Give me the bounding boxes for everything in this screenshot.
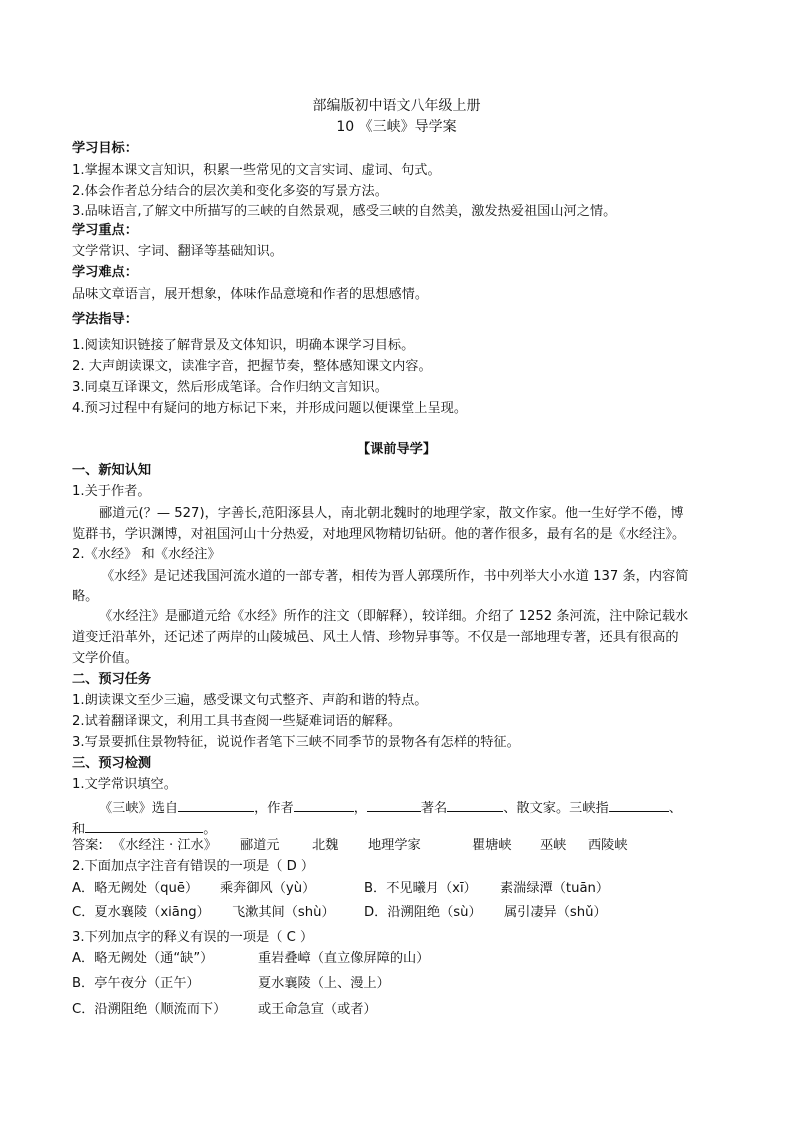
q2-option-row xyxy=(72,904,607,922)
q3-option: A．略无阙处（通“缺”） xyxy=(72,951,214,966)
q2-stem: 2.下面加点字注音有错误的一项是（ D ） xyxy=(72,859,315,874)
q2-option: 飞漱其间（shù） xyxy=(232,905,335,920)
section-title: 【课前导学】 xyxy=(356,442,437,457)
part3-heading: 三、预习检测 xyxy=(72,756,152,771)
shuijingzhu-paragraph-line: 《水经注》是郦道元给《水经》所作的注文（即解释），较详细。介绍了 1252 条河流，注中除记载水 xyxy=(99,609,689,624)
shuijingzhu-paragraph-line: 道变迁沿革外，还记述了两岸的山陵城邑、风土人情、珍物异事等。不仅是一部地理专著，还具有很高的 xyxy=(72,630,679,645)
q2-option: C．夏水襄陵（xiāng） xyxy=(72,905,210,920)
q2-option: 属引凄异（shǔ） xyxy=(504,905,607,920)
q3-option-row xyxy=(72,1001,377,1019)
q2-option-row xyxy=(72,880,609,898)
answer-blank[interactable] xyxy=(367,798,421,812)
goal-item: 3.品味语言,了解文中所描写的三峡的自然景观，感受三峡的自然美，激发热爱祖国山河之情。 xyxy=(72,204,617,219)
task-item: 2.试着翻译课文，利用工具书查阅一些疑难词语的解释。 xyxy=(72,714,402,729)
method-item: 1.阅读知识链接了解背景及文体知识，明确本课学习目标。 xyxy=(72,338,415,353)
shuijingzhu-paragraph-line: 文学价值。 xyxy=(72,651,138,666)
difficulty-heading: 学习难点： xyxy=(72,265,138,280)
q3-option: 夏水襄陵（上、漫上） xyxy=(258,976,390,991)
difficulty-text: 品味文章语言，展开想象，体味作品意境和作者的思想感情。 xyxy=(72,287,429,302)
method-item: 4.预习过程中有疑问的地方标记下来，并形成问题以便课堂上呈现。 xyxy=(72,401,468,416)
q3-option: B．亭午夜分（正午） xyxy=(72,976,200,991)
goal-item: 1.掌握本课文言知识，积累一些常见的文言实词、虚词、句式。 xyxy=(72,163,441,178)
q1-text: 。 xyxy=(203,822,217,837)
q2-option: 素湍绿潭（tuān） xyxy=(500,881,610,896)
answer-value: 北魏 xyxy=(312,838,339,853)
q3-option: 或王命急宣（或者） xyxy=(258,1002,377,1017)
books-heading: 2.《水经》 和《水经注》 xyxy=(72,547,221,562)
answer-value: 巫峡 xyxy=(540,838,567,853)
answer-blank[interactable] xyxy=(178,798,254,812)
answer-value: 《水经注 · 江水》 xyxy=(112,838,217,853)
q1-text: 、 xyxy=(668,801,682,816)
author-paragraph-line: 览群书，学识渊博，对祖国河山十分热爱，对地理风物精切钻研。他的著作很多，最有名的是《水经注》。 xyxy=(72,527,686,542)
part1-heading: 一、新知认知 xyxy=(72,463,152,478)
shuijing-paragraph-line: 《水经》是记述我国河流水道的一部专著，相传为晋人郭璞所作，书中列举大小水道 137 条，内容简 xyxy=(101,569,689,584)
about-author-label: 1.关于作者。 xyxy=(72,484,151,499)
q1-text: 和 xyxy=(72,822,86,837)
part2-heading: 二、预习任务 xyxy=(72,672,152,687)
goal-item: 2.体会作者总分结合的层次美和变化多姿的写景方法。 xyxy=(72,184,388,199)
answer-label: 答案: xyxy=(72,838,103,853)
q3-option: 重岩叠嶂（直立像屏障的山） xyxy=(258,951,430,966)
document-subtitle: 10 《三峡》导学案 xyxy=(336,119,457,135)
q2-option: D．沿溯阻绝（sù） xyxy=(364,905,482,920)
method-item: 2. 大声朗读课文，读准字音，把握节奏，整体感知课文内容。 xyxy=(72,359,432,374)
q1-fill-line xyxy=(99,798,682,818)
q2-option: A．略无阙处（quē） xyxy=(72,881,199,896)
answer-value: 瞿塘峡 xyxy=(472,838,512,853)
q1-text: 《三峡》选自 xyxy=(99,801,179,816)
goals-heading: 学习目标： xyxy=(72,141,138,156)
method-item: 3.同桌互译课文，然后形成笔译。合作归纳文言知识。 xyxy=(72,380,388,395)
focus-heading: 学习重点： xyxy=(72,223,138,238)
shuijing-paragraph-line: 略。 xyxy=(72,589,99,604)
answer-value: 郦道元 xyxy=(240,838,280,853)
q3-option-row xyxy=(72,975,390,993)
task-item: 3.写景要抓住景物特征，说说作者笔下三峡不同季节的景物各有怎样的特征。 xyxy=(72,735,520,750)
answer-blank[interactable] xyxy=(85,819,203,833)
q1-label: 1.文学常识填空。 xyxy=(72,777,177,792)
q2-option: B．不见曦月（xī） xyxy=(364,881,477,896)
q3-option: C．沿溯阻绝（顺流而下） xyxy=(72,1002,227,1017)
answer-blank[interactable] xyxy=(609,798,669,812)
q1-text: ，作者 xyxy=(254,801,294,816)
q3-option-row xyxy=(72,950,429,968)
focus-text: 文学常识、字词、翻译等基础知识。 xyxy=(72,244,283,259)
answer-value: 地理学家 xyxy=(368,838,421,853)
answer-value: 西陵峡 xyxy=(588,838,628,853)
task-item: 1.朗读课文至少三遍，感受课文句式整齐、声韵和谐的特点。 xyxy=(72,693,428,708)
q2-option: 乘奔御风（yù） xyxy=(220,881,316,896)
document-title: 部编版初中语文八年级上册 xyxy=(312,98,481,114)
q1-answer-line xyxy=(72,837,628,855)
method-heading: 学法指导： xyxy=(72,312,138,327)
answer-blank[interactable] xyxy=(447,798,503,812)
q1-text: 、散文家。三峡指 xyxy=(503,801,609,816)
q1-text: 著名 xyxy=(420,801,448,816)
author-paragraph-line: 郦道元(？— 527)，字善长,范阳涿县人，南北朝北魏时的地理学家，散文作家。他一生好学不倦，博 xyxy=(99,506,684,521)
q3-stem: 3.下列加点字的释义有误的一项是（ C ） xyxy=(72,930,314,945)
q1-fill-line xyxy=(72,819,216,839)
q1-text: ， xyxy=(353,801,367,816)
answer-blank[interactable] xyxy=(294,798,354,812)
